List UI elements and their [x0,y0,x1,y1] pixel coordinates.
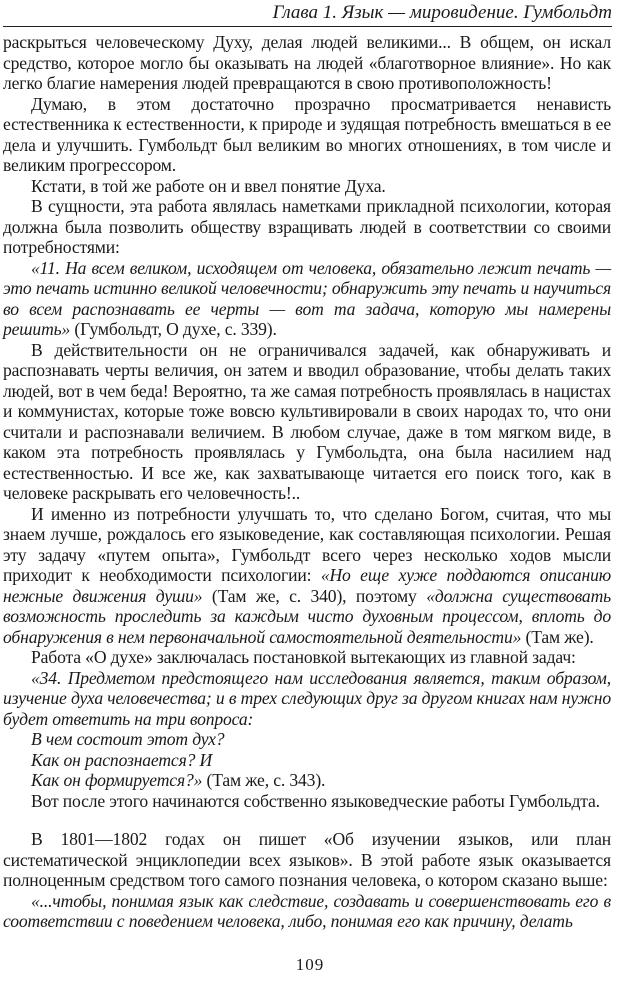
quote-text: «должна существовать возможность проследить за каждым чисто духовным процессом, вплоть до обнаружения в нем первоначальной самостоятельной деятельности» [3,585,611,647]
paragraph: раскрыться человеческому Духу, делая людей великими... В общем, он искал средство, которое могло бы оказывать на людей «благотворное влияние». Но как легко благие намерения людей превращаются в свою противоположность! [3,32,611,93]
text-run: И именно из потребности улучшать то, что сделано Богом, считая, что мы знаем лучше, рождалось его языковедение, как составляющая психологии. Решая эту задачу «путем опыта», Гумбольдт всего через несколько ходов мысли приходит к необходимости психологии: [3,503,611,585]
question-line: Как он распознается? И [31,749,213,770]
paragraph: Работа «О духе» заключалась постановкой вытекающих из главной задач: [31,647,576,667]
quote-paragraph [3,258,611,340]
quote-text: «Но еще хуже поддаются описанию нежные движения души» [3,565,612,606]
question-line: В чем состоит этот дух? [31,729,225,749]
paragraph: Думаю, в этом достаточно прозрачно просматривается ненависть естественника к естественности, к природе и зудящая потребность вмешаться в ее дела и улучшить. Гумбольдт был великим во многих отношениях, в том числе и великим прогрессором. [3,93,611,175]
citation: (Там же, с. 343). [202,770,326,790]
paragraph: Вот после этого начинаются собственно языковедческие работы Гумбольдта. [31,790,600,811]
citation: (Гумбольдт, О духе, с. 339). [70,319,277,339]
quote-paragraph: «...чтобы, понимая язык как следствие, создавать и совершенствовать его в соответствии с поведением человека, либо, понимая его как причину, делать [3,890,611,931]
running-header: Глава 1. Язык — мировидение. Гумбольдт [3,2,612,27]
quote-text: «11. На всем великом, исходящем от человека, обязательно лежит печать — это печать истинно великой человечности; обнаружить эту печать и научиться во всем распознавать ее черты — вот та задача, которую мы намерены решить» [3,257,611,339]
question-line [3,770,611,791]
quote-paragraph: «34. Предметом предстоящего нам исследования является, таким образом, изучение духа человечества; и в трех следующих друг за другом книгах нам нужно будет ответить на три вопроса: [3,667,611,729]
paragraph: В действительности он не ограничивался задачей, как обнаруживать и распознавать черты величия, он затем и вводил образование, чтобы делать таких людей, вот в чем беда! Вероятно, та же самая потребность проявлялась в нацистах и коммунистах, которые тоже вовсю культивировали в своих народах то, что они считали и распознавали величием. В любом случае, даже в том мягком виде, в каком эта потребность проявлялась у Гумбольдта, она была насилием над естественностью. И все же, как захватывающе читается его поиск того, как в человеке раскрывать его человечность!.. [3,339,611,503]
quote-text: Как он формируется?» [31,770,203,790]
paragraph: В 1801—1802 годах он пишет «Об изучении языков, или план систематической энциклопедии всех языков». В этой работе язык оказывается полноценным средством того самого познания человека, о котором сказано выше: [3,829,611,890]
section-gap [3,811,611,829]
paragraph: Кстати, в той же работе он и ввел понятие Духа. [31,175,386,196]
paragraph: В сущности, эта работа являлась наметками прикладной психологии, которая должна была позволить обществу взращивать людей в соответствии со своими потребностями: [3,196,611,257]
citation: (Там же). [521,626,594,647]
paragraph [3,504,611,648]
body-text [3,32,611,932]
citation: (Там же, с. 340), поэтому [202,585,427,606]
page-number: 109 [295,955,325,974]
